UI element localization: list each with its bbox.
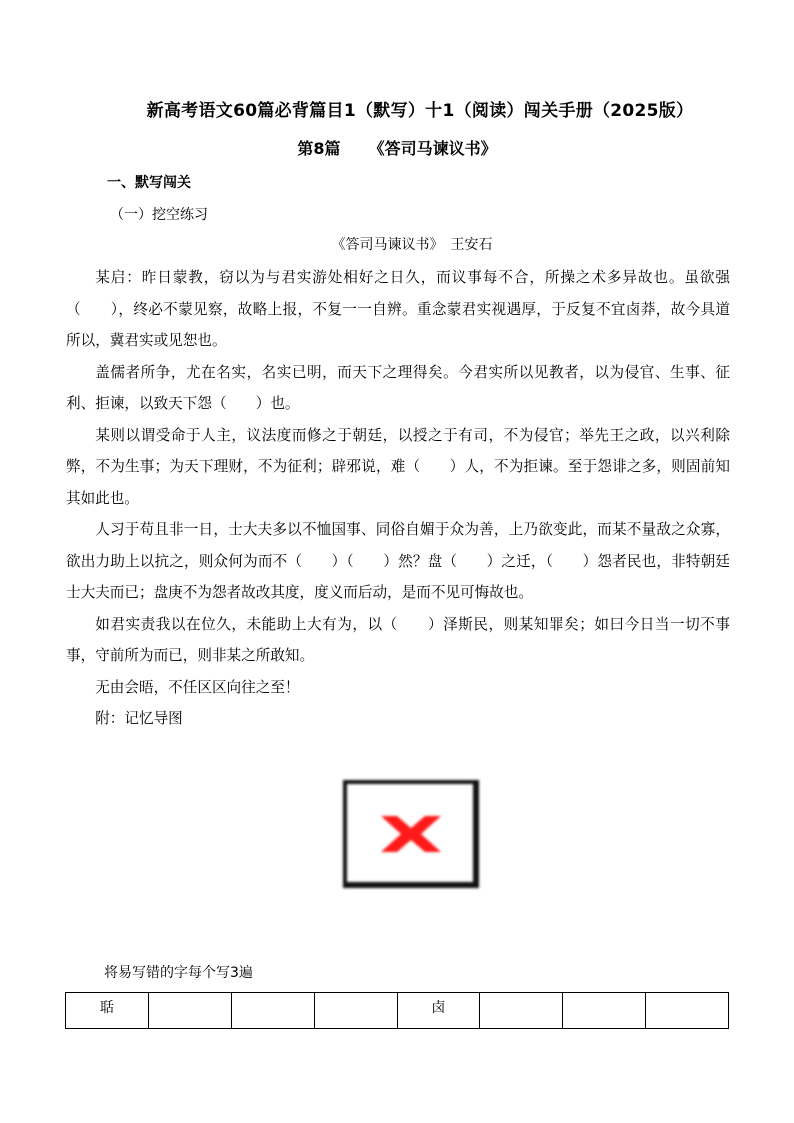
paragraph: 某则以谓受命于人主，议法度而修之于朝廷，以授之于有司，不为侵官；举先王之政，以兴利除弊，不为生事；为天下理财，不为征利；辟邪说，难（ ）人，不为拒谏。至于怨诽之多，则固前知其如此也。 — [66, 426, 730, 507]
paragraph: 人习于苟且非一日，士大夫多以不恤国事、同俗自媚于众为善，上乃欲变此，而某不量敌之众寡，欲出力助上以抗之，则众何为而不（ ）（ ）然？盘（ ）之迁，（ ）怨者民也，非特朝廷士大夫而已；盘庚不为怨者故改其度，度义而后动，是而不见可悔故也。 — [66, 521, 730, 601]
table-cell — [314, 993, 397, 1029]
table-cell — [563, 993, 646, 1029]
table-caption: 将易写错的字每个写3遍 — [104, 965, 253, 981]
paragraph: 附：记忆导图 — [95, 710, 183, 727]
broken-image-x-icon — [377, 810, 445, 858]
chapter-title: 《答司马谏议书》 — [368, 139, 497, 158]
table-cell — [148, 993, 231, 1029]
text-title-author: 《答司马谏议书》 王安石 — [331, 237, 493, 253]
paragraph: 盖儒者所争，尤在名实，名实已明，而天下之理得矣。今君实所以见教者，以为侵官、生事、征利、拒谏，以致天下怨（ ）也。 — [66, 363, 730, 412]
chapter-number: 第8篇 — [297, 139, 341, 158]
table-cell — [480, 993, 563, 1029]
document-subtitle — [0, 136, 794, 159]
table-cell: 聒 — [66, 993, 149, 1029]
table-row — [66, 993, 729, 1029]
table-cell — [646, 993, 729, 1029]
paragraph: 如君实责我以在位久，未能助上大有为，以（ ）泽斯民，则某知罪矣；如曰今日当一切不事事，守前所为而已，则非某之所敢知。 — [66, 615, 730, 664]
table-cell — [231, 993, 314, 1029]
paragraph: 某启：昨日蒙教，窃以为与君实游处相好之日久，而议事每不合，所操之术多异故也。虽欲强（ ），终必不蒙见察，故略上报，不复一一自辨。重念蒙君实视遇厚，于反复不宜卤莽，故今具道所以，冀君实或见恕也。 — [66, 269, 730, 349]
sub-heading: （一）挖空练习 — [110, 207, 208, 223]
broken-image-placeholder — [343, 780, 479, 888]
body-text — [66, 262, 730, 735]
paragraph: 无由会晤，不任区区向往之至！ — [95, 678, 300, 696]
table-cell: 卤 — [397, 993, 480, 1029]
document-title: 新高考语文60篇必背篇目1（默写）十1（阅读）闯关手册（2025版） — [146, 101, 694, 121]
practice-table — [65, 992, 729, 1029]
section-heading: 一、默写闯关 — [107, 175, 191, 191]
